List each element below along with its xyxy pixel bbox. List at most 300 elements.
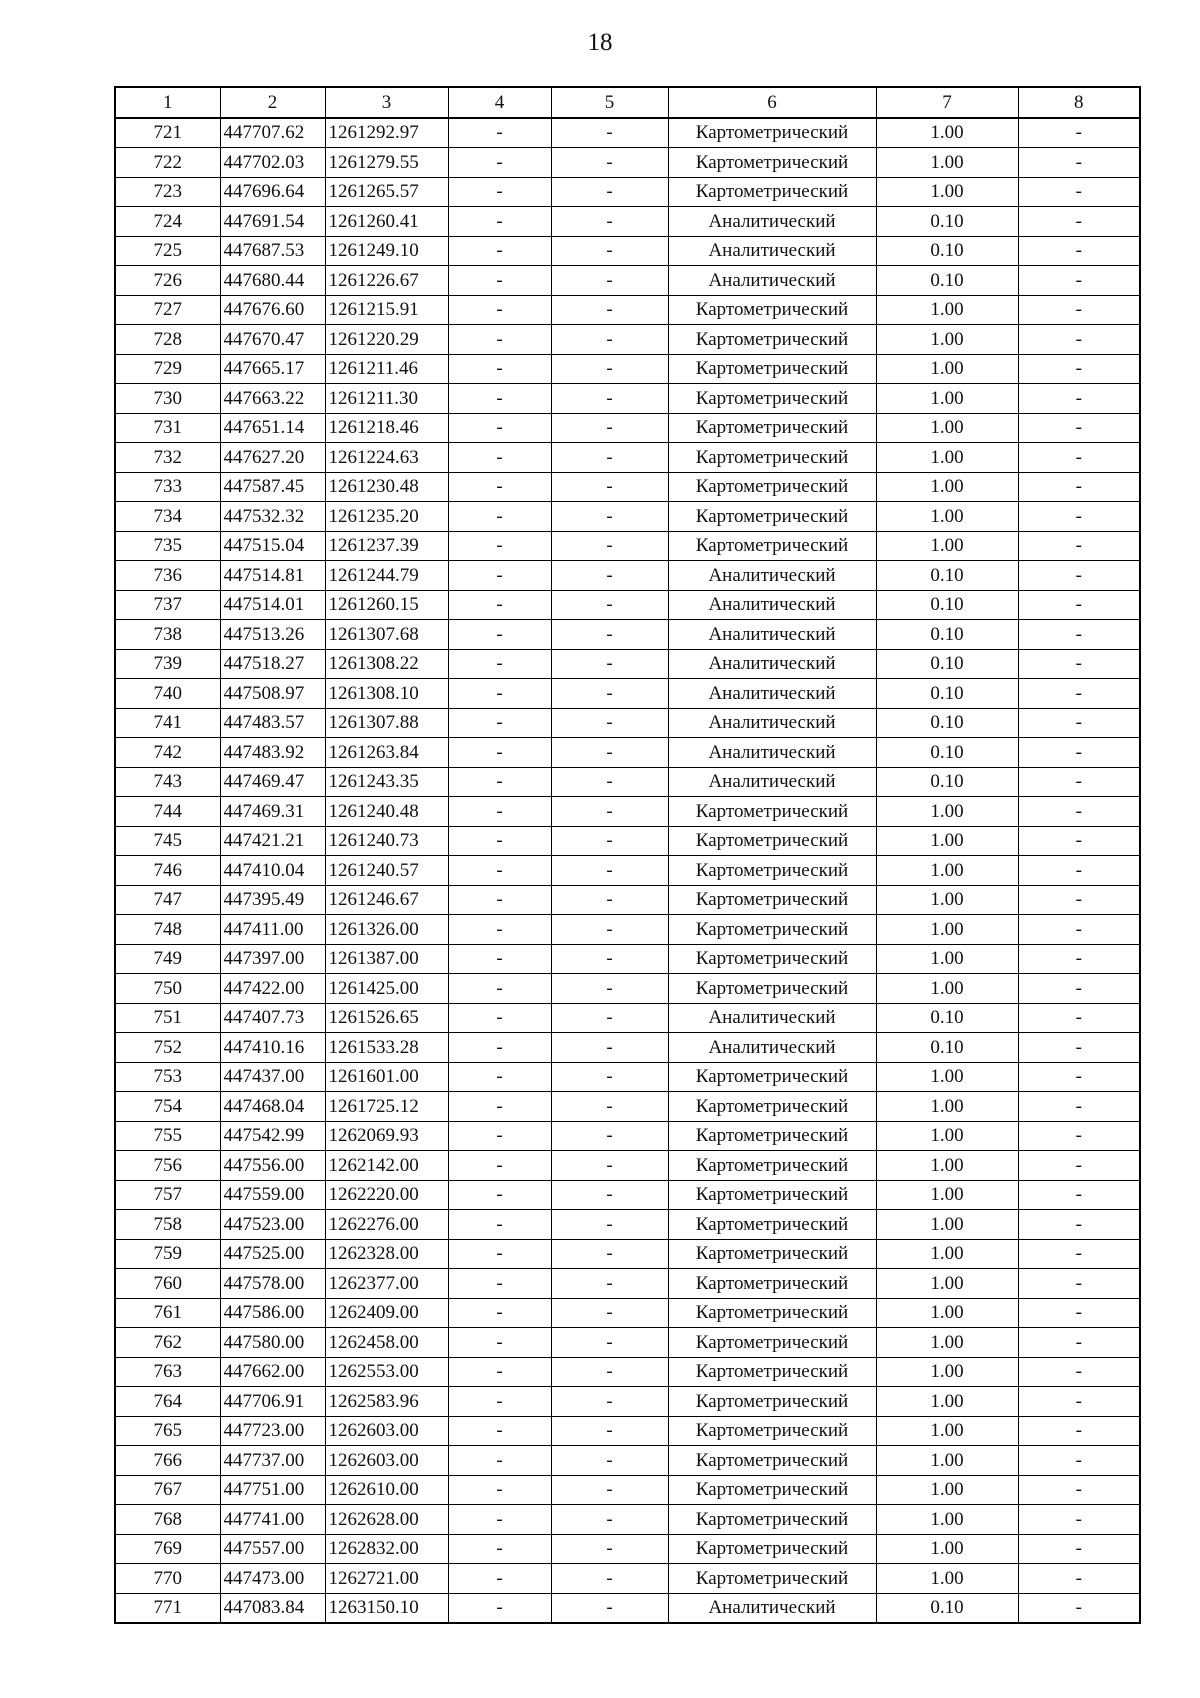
- accuracy-cell: 1.00: [876, 885, 1018, 915]
- column-header: 2: [220, 87, 325, 118]
- table-row: [115, 797, 1140, 827]
- x-coordinate-cell: 447737.00: [220, 1446, 325, 1476]
- method-cell: Картометрический: [668, 1564, 876, 1594]
- accuracy-cell: 1.00: [876, 295, 1018, 325]
- col5-cell: -: [551, 502, 668, 532]
- accuracy-cell: 0.10: [876, 708, 1018, 738]
- col4-cell: -: [448, 236, 551, 266]
- point-number-cell: 741: [115, 708, 220, 738]
- table-row: [115, 1239, 1140, 1269]
- accuracy-cell: 0.10: [876, 236, 1018, 266]
- col8-cell: -: [1018, 1564, 1140, 1594]
- table-row: [115, 974, 1140, 1004]
- col4-cell: -: [448, 649, 551, 679]
- table-row: [115, 1475, 1140, 1505]
- point-number-cell: 735: [115, 531, 220, 561]
- table-row: [115, 236, 1140, 266]
- col5-cell: -: [551, 974, 668, 1004]
- col4-cell: -: [448, 590, 551, 620]
- col5-cell: -: [551, 738, 668, 768]
- col8-cell: -: [1018, 1505, 1140, 1535]
- point-number-cell: 736: [115, 561, 220, 591]
- point-number-cell: 740: [115, 679, 220, 709]
- accuracy-cell: 1.00: [876, 1239, 1018, 1269]
- col8-cell: -: [1018, 1033, 1140, 1063]
- col8-cell: -: [1018, 826, 1140, 856]
- col4-cell: -: [448, 738, 551, 768]
- accuracy-cell: 1.00: [876, 325, 1018, 355]
- column-header: 5: [551, 87, 668, 118]
- column-header: 8: [1018, 87, 1140, 118]
- col8-cell: -: [1018, 295, 1140, 325]
- col4-cell: -: [448, 266, 551, 296]
- table-row: [115, 1298, 1140, 1328]
- point-number-cell: 748: [115, 915, 220, 945]
- y-coordinate-cell: 1261601.00: [325, 1062, 448, 1092]
- col5-cell: -: [551, 1387, 668, 1417]
- x-coordinate-cell: 447696.64: [220, 177, 325, 207]
- point-number-cell: 757: [115, 1180, 220, 1210]
- col4-cell: -: [448, 177, 551, 207]
- col5-cell: -: [551, 1564, 668, 1594]
- y-coordinate-cell: 1261387.00: [325, 944, 448, 974]
- y-coordinate-cell: 1262628.00: [325, 1505, 448, 1535]
- col8-cell: -: [1018, 1092, 1140, 1122]
- x-coordinate-cell: 447702.03: [220, 148, 325, 178]
- x-coordinate-cell: 447663.22: [220, 384, 325, 414]
- method-cell: Аналитический: [668, 649, 876, 679]
- y-coordinate-cell: 1261246.67: [325, 885, 448, 915]
- col5-cell: -: [551, 148, 668, 178]
- col4-cell: -: [448, 531, 551, 561]
- y-coordinate-cell: 1261230.48: [325, 472, 448, 502]
- y-coordinate-cell: 1262603.00: [325, 1446, 448, 1476]
- point-number-cell: 764: [115, 1387, 220, 1417]
- method-cell: Аналитический: [668, 620, 876, 650]
- point-number-cell: 737: [115, 590, 220, 620]
- accuracy-cell: 1.00: [876, 472, 1018, 502]
- y-coordinate-cell: 1262069.93: [325, 1121, 448, 1151]
- point-number-cell: 732: [115, 443, 220, 473]
- accuracy-cell: 0.10: [876, 649, 1018, 679]
- col4-cell: -: [448, 1269, 551, 1299]
- col8-cell: -: [1018, 885, 1140, 915]
- col4-cell: -: [448, 1328, 551, 1358]
- y-coordinate-cell: 1261243.35: [325, 767, 448, 797]
- col4-cell: -: [448, 413, 551, 443]
- y-coordinate-cell: 1261292.97: [325, 118, 448, 148]
- col5-cell: -: [551, 679, 668, 709]
- accuracy-cell: 1.00: [876, 354, 1018, 384]
- x-coordinate-cell: 447557.00: [220, 1534, 325, 1564]
- point-number-cell: 725: [115, 236, 220, 266]
- y-coordinate-cell: 1262583.96: [325, 1387, 448, 1417]
- accuracy-cell: 0.10: [876, 1593, 1018, 1623]
- x-coordinate-cell: 447691.54: [220, 207, 325, 237]
- col5-cell: -: [551, 1534, 668, 1564]
- col5-cell: -: [551, 1416, 668, 1446]
- point-number-cell: 758: [115, 1210, 220, 1240]
- col5-cell: -: [551, 384, 668, 414]
- method-cell: Аналитический: [668, 679, 876, 709]
- x-coordinate-cell: 447515.04: [220, 531, 325, 561]
- point-number-cell: 722: [115, 148, 220, 178]
- col8-cell: -: [1018, 266, 1140, 296]
- table-row: [115, 1387, 1140, 1417]
- point-number-cell: 763: [115, 1357, 220, 1387]
- y-coordinate-cell: 1261215.91: [325, 295, 448, 325]
- x-coordinate-cell: 447651.14: [220, 413, 325, 443]
- table-row: [115, 1180, 1140, 1210]
- col5-cell: -: [551, 472, 668, 502]
- col4-cell: -: [448, 148, 551, 178]
- y-coordinate-cell: 1261307.88: [325, 708, 448, 738]
- col8-cell: -: [1018, 1210, 1140, 1240]
- accuracy-cell: 1.00: [876, 118, 1018, 148]
- y-coordinate-cell: 1261211.30: [325, 384, 448, 414]
- col8-cell: -: [1018, 384, 1140, 414]
- accuracy-cell: 1.00: [876, 1475, 1018, 1505]
- point-number-cell: 730: [115, 384, 220, 414]
- accuracy-cell: 0.10: [876, 1033, 1018, 1063]
- method-cell: Аналитический: [668, 1593, 876, 1623]
- col4-cell: -: [448, 1357, 551, 1387]
- col5-cell: -: [551, 1210, 668, 1240]
- y-coordinate-cell: 1262458.00: [325, 1328, 448, 1358]
- accuracy-cell: 1.00: [876, 148, 1018, 178]
- col8-cell: -: [1018, 325, 1140, 355]
- accuracy-cell: 1.00: [876, 413, 1018, 443]
- table-row: [115, 354, 1140, 384]
- col8-cell: -: [1018, 649, 1140, 679]
- column-header: 1: [115, 87, 220, 118]
- col8-cell: -: [1018, 767, 1140, 797]
- method-cell: Картометрический: [668, 1298, 876, 1328]
- method-cell: Картометрический: [668, 1446, 876, 1476]
- accuracy-cell: 0.10: [876, 767, 1018, 797]
- accuracy-cell: 1.00: [876, 1446, 1018, 1476]
- col8-cell: -: [1018, 1180, 1140, 1210]
- table-row: [115, 1151, 1140, 1181]
- x-coordinate-cell: 447587.45: [220, 472, 325, 502]
- table-row: [115, 856, 1140, 886]
- accuracy-cell: 1.00: [876, 797, 1018, 827]
- table-row: [115, 207, 1140, 237]
- table-row: [115, 1593, 1140, 1623]
- table-row: [115, 531, 1140, 561]
- table-row: [115, 325, 1140, 355]
- y-coordinate-cell: 1261326.00: [325, 915, 448, 945]
- col4-cell: -: [448, 767, 551, 797]
- col4-cell: -: [448, 797, 551, 827]
- accuracy-cell: 1.00: [876, 1387, 1018, 1417]
- x-coordinate-cell: 447523.00: [220, 1210, 325, 1240]
- col8-cell: -: [1018, 944, 1140, 974]
- y-coordinate-cell: 1261237.39: [325, 531, 448, 561]
- y-coordinate-cell: 1262610.00: [325, 1475, 448, 1505]
- method-cell: Картометрический: [668, 1416, 876, 1446]
- accuracy-cell: 1.00: [876, 384, 1018, 414]
- accuracy-cell: 1.00: [876, 1151, 1018, 1181]
- table-row: [115, 1534, 1140, 1564]
- col4-cell: -: [448, 826, 551, 856]
- x-coordinate-cell: 447542.99: [220, 1121, 325, 1151]
- table-header-row: [115, 87, 1140, 118]
- point-number-cell: 770: [115, 1564, 220, 1594]
- table-row: [115, 1210, 1140, 1240]
- col8-cell: -: [1018, 148, 1140, 178]
- table-row: [115, 649, 1140, 679]
- x-coordinate-cell: 447514.81: [220, 561, 325, 591]
- col8-cell: -: [1018, 708, 1140, 738]
- col4-cell: -: [448, 118, 551, 148]
- col5-cell: -: [551, 236, 668, 266]
- table-row: [115, 620, 1140, 650]
- accuracy-cell: 1.00: [876, 1062, 1018, 1092]
- y-coordinate-cell: 1261425.00: [325, 974, 448, 1004]
- col8-cell: -: [1018, 1357, 1140, 1387]
- col4-cell: -: [448, 295, 551, 325]
- col8-cell: -: [1018, 1298, 1140, 1328]
- y-coordinate-cell: 1261279.55: [325, 148, 448, 178]
- table-row: [115, 1564, 1140, 1594]
- col5-cell: -: [551, 649, 668, 679]
- coordinates-table: [114, 86, 1141, 1624]
- col5-cell: -: [551, 1239, 668, 1269]
- col5-cell: -: [551, 177, 668, 207]
- y-coordinate-cell: 1261220.29: [325, 325, 448, 355]
- col8-cell: -: [1018, 1593, 1140, 1623]
- col4-cell: -: [448, 1298, 551, 1328]
- col8-cell: -: [1018, 443, 1140, 473]
- y-coordinate-cell: 1261308.10: [325, 679, 448, 709]
- col4-cell: -: [448, 1121, 551, 1151]
- table-row: [115, 1033, 1140, 1063]
- col4-cell: -: [448, 325, 551, 355]
- accuracy-cell: 1.00: [876, 1357, 1018, 1387]
- col4-cell: -: [448, 1534, 551, 1564]
- method-cell: Картометрический: [668, 797, 876, 827]
- col5-cell: -: [551, 708, 668, 738]
- method-cell: Картометрический: [668, 1239, 876, 1269]
- y-coordinate-cell: 1261260.41: [325, 207, 448, 237]
- col5-cell: -: [551, 1505, 668, 1535]
- table-row: [115, 1003, 1140, 1033]
- point-number-cell: 728: [115, 325, 220, 355]
- point-number-cell: 761: [115, 1298, 220, 1328]
- y-coordinate-cell: 1261226.67: [325, 266, 448, 296]
- col5-cell: -: [551, 1033, 668, 1063]
- y-coordinate-cell: 1261533.28: [325, 1033, 448, 1063]
- y-coordinate-cell: 1261211.46: [325, 354, 448, 384]
- method-cell: Аналитический: [668, 1033, 876, 1063]
- table-row: [115, 1357, 1140, 1387]
- method-cell: Картометрический: [668, 1534, 876, 1564]
- accuracy-cell: 0.10: [876, 590, 1018, 620]
- method-cell: Картометрический: [668, 443, 876, 473]
- table-row: [115, 148, 1140, 178]
- x-coordinate-cell: 447687.53: [220, 236, 325, 266]
- point-number-cell: 767: [115, 1475, 220, 1505]
- x-coordinate-cell: 447723.00: [220, 1416, 325, 1446]
- point-number-cell: 751: [115, 1003, 220, 1033]
- col8-cell: -: [1018, 856, 1140, 886]
- col8-cell: -: [1018, 1151, 1140, 1181]
- x-coordinate-cell: 447676.60: [220, 295, 325, 325]
- accuracy-cell: 1.00: [876, 974, 1018, 1004]
- col8-cell: -: [1018, 472, 1140, 502]
- y-coordinate-cell: 1262603.00: [325, 1416, 448, 1446]
- method-cell: Аналитический: [668, 767, 876, 797]
- point-number-cell: 744: [115, 797, 220, 827]
- x-coordinate-cell: 447514.01: [220, 590, 325, 620]
- table-row: [115, 885, 1140, 915]
- accuracy-cell: 1.00: [876, 502, 1018, 532]
- method-cell: Аналитический: [668, 1003, 876, 1033]
- table-row: [115, 177, 1140, 207]
- accuracy-cell: 1.00: [876, 177, 1018, 207]
- y-coordinate-cell: 1262220.00: [325, 1180, 448, 1210]
- point-number-cell: 762: [115, 1328, 220, 1358]
- table-row: [115, 738, 1140, 768]
- x-coordinate-cell: 447662.00: [220, 1357, 325, 1387]
- point-number-cell: 723: [115, 177, 220, 207]
- col8-cell: -: [1018, 236, 1140, 266]
- column-header: 4: [448, 87, 551, 118]
- accuracy-cell: 0.10: [876, 266, 1018, 296]
- x-coordinate-cell: 447627.20: [220, 443, 325, 473]
- col5-cell: -: [551, 767, 668, 797]
- y-coordinate-cell: 1262328.00: [325, 1239, 448, 1269]
- x-coordinate-cell: 447513.26: [220, 620, 325, 650]
- accuracy-cell: 1.00: [876, 915, 1018, 945]
- method-cell: Картометрический: [668, 295, 876, 325]
- col4-cell: -: [448, 1239, 551, 1269]
- method-cell: Картометрический: [668, 1151, 876, 1181]
- col5-cell: -: [551, 915, 668, 945]
- table-row: [115, 443, 1140, 473]
- x-coordinate-cell: 447473.00: [220, 1564, 325, 1594]
- method-cell: Картометрический: [668, 1180, 876, 1210]
- table-row: [115, 1092, 1140, 1122]
- method-cell: Картометрический: [668, 413, 876, 443]
- point-number-cell: 739: [115, 649, 220, 679]
- col4-cell: -: [448, 1564, 551, 1594]
- point-number-cell: 738: [115, 620, 220, 650]
- table-row: [115, 708, 1140, 738]
- col8-cell: -: [1018, 118, 1140, 148]
- col5-cell: -: [551, 1446, 668, 1476]
- x-coordinate-cell: 447580.00: [220, 1328, 325, 1358]
- col5-cell: -: [551, 561, 668, 591]
- method-cell: Аналитический: [668, 590, 876, 620]
- col8-cell: -: [1018, 1534, 1140, 1564]
- x-coordinate-cell: 447680.44: [220, 266, 325, 296]
- method-cell: Аналитический: [668, 236, 876, 266]
- point-number-cell: 724: [115, 207, 220, 237]
- col4-cell: -: [448, 974, 551, 1004]
- point-number-cell: 752: [115, 1033, 220, 1063]
- x-coordinate-cell: 447586.00: [220, 1298, 325, 1328]
- method-cell: Картометрический: [668, 1062, 876, 1092]
- accuracy-cell: 0.10: [876, 1003, 1018, 1033]
- col5-cell: -: [551, 1180, 668, 1210]
- method-cell: Картометрический: [668, 1505, 876, 1535]
- x-coordinate-cell: 447670.47: [220, 325, 325, 355]
- method-cell: Картометрический: [668, 1092, 876, 1122]
- col8-cell: -: [1018, 502, 1140, 532]
- accuracy-cell: 1.00: [876, 1298, 1018, 1328]
- method-cell: Картометрический: [668, 472, 876, 502]
- method-cell: Аналитический: [668, 708, 876, 738]
- col5-cell: -: [551, 443, 668, 473]
- col4-cell: -: [448, 1505, 551, 1535]
- col4-cell: -: [448, 1446, 551, 1476]
- point-number-cell: 742: [115, 738, 220, 768]
- col5-cell: -: [551, 207, 668, 237]
- col4-cell: -: [448, 207, 551, 237]
- point-number-cell: 743: [115, 767, 220, 797]
- x-coordinate-cell: 447421.21: [220, 826, 325, 856]
- col4-cell: -: [448, 620, 551, 650]
- col4-cell: -: [448, 1151, 551, 1181]
- method-cell: Картометрический: [668, 915, 876, 945]
- col8-cell: -: [1018, 1475, 1140, 1505]
- x-coordinate-cell: 447397.00: [220, 944, 325, 974]
- col5-cell: -: [551, 944, 668, 974]
- col5-cell: -: [551, 885, 668, 915]
- col4-cell: -: [448, 1092, 551, 1122]
- accuracy-cell: 1.00: [876, 1210, 1018, 1240]
- col8-cell: -: [1018, 620, 1140, 650]
- method-cell: Картометрический: [668, 325, 876, 355]
- accuracy-cell: 1.00: [876, 443, 1018, 473]
- method-cell: Картометрический: [668, 826, 876, 856]
- col4-cell: -: [448, 1387, 551, 1417]
- method-cell: Картометрический: [668, 1475, 876, 1505]
- col8-cell: -: [1018, 1328, 1140, 1358]
- col8-cell: -: [1018, 1446, 1140, 1476]
- col4-cell: -: [448, 885, 551, 915]
- accuracy-cell: 1.00: [876, 944, 1018, 974]
- col8-cell: -: [1018, 738, 1140, 768]
- col5-cell: -: [551, 1121, 668, 1151]
- table-row: [115, 295, 1140, 325]
- accuracy-cell: 1.00: [876, 826, 1018, 856]
- col4-cell: -: [448, 1003, 551, 1033]
- method-cell: Картометрический: [668, 384, 876, 414]
- point-number-cell: 768: [115, 1505, 220, 1535]
- method-cell: Картометрический: [668, 354, 876, 384]
- y-coordinate-cell: 1261235.20: [325, 502, 448, 532]
- y-coordinate-cell: 1262553.00: [325, 1357, 448, 1387]
- method-cell: Картометрический: [668, 148, 876, 178]
- col5-cell: -: [551, 531, 668, 561]
- y-coordinate-cell: 1262276.00: [325, 1210, 448, 1240]
- y-coordinate-cell: 1261725.12: [325, 1092, 448, 1122]
- point-number-cell: 733: [115, 472, 220, 502]
- method-cell: Картометрический: [668, 1121, 876, 1151]
- col8-cell: -: [1018, 590, 1140, 620]
- col5-cell: -: [551, 1298, 668, 1328]
- method-cell: Картометрический: [668, 1210, 876, 1240]
- col5-cell: -: [551, 1269, 668, 1299]
- col8-cell: -: [1018, 679, 1140, 709]
- col8-cell: -: [1018, 1387, 1140, 1417]
- method-cell: Аналитический: [668, 207, 876, 237]
- accuracy-cell: 0.10: [876, 207, 1018, 237]
- method-cell: Картометрический: [668, 1387, 876, 1417]
